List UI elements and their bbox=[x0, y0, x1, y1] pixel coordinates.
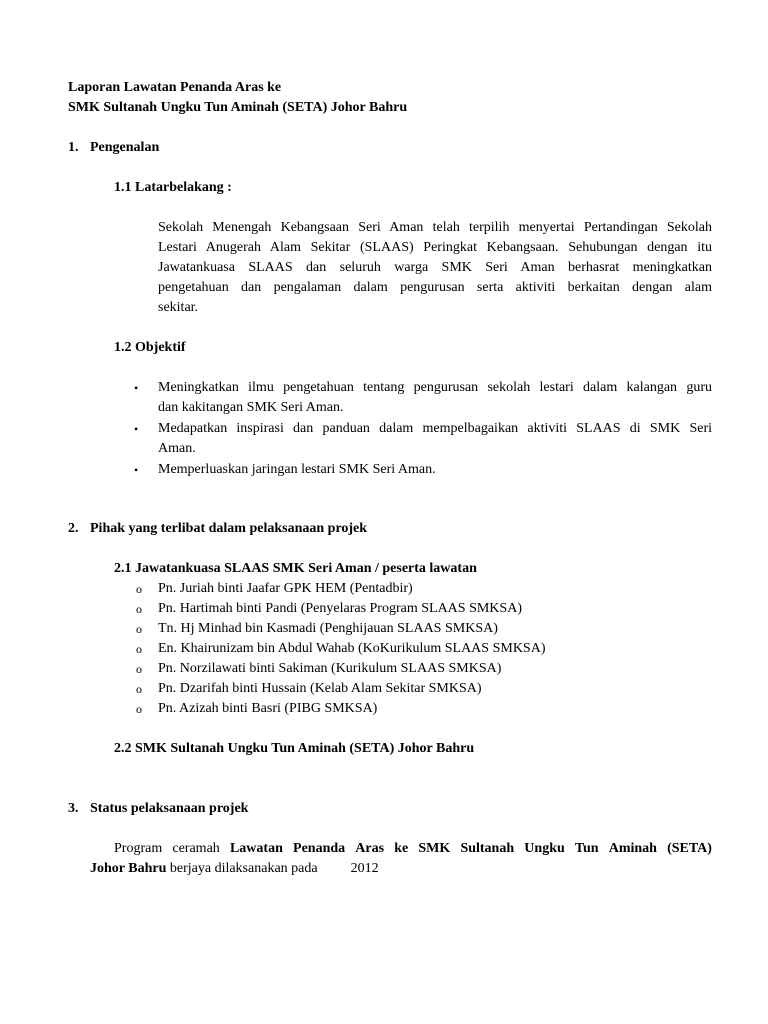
status-text: berjaya dilaksanakan pada bbox=[166, 861, 318, 876]
status-bold-word: Tun bbox=[574, 841, 599, 856]
status-bold-word: Aminah bbox=[608, 841, 657, 856]
background-paragraph-line: sekitar. bbox=[158, 300, 199, 315]
background-paragraph-line: Lestari Anugerah Alam Sekitar (SLAAS) Peringkat Kebangsaan. Sehubungan dengan itu bbox=[158, 240, 712, 255]
objective-item-line: dan kakitangan SMK Seri Aman. bbox=[158, 400, 344, 415]
subsection-2-1-heading: 2.1 Jawatankuasa SLAAS SMK Seri Aman / peserta lawatan bbox=[114, 561, 477, 576]
section-1-heading: Pengenalan bbox=[90, 140, 160, 155]
status-bold-phrase: Johor Bahru bbox=[90, 861, 167, 876]
background-paragraph-line: Sekolah Menengah Kebangsaan Seri Aman telah terpilih menyertai Pertandingan Sekolah bbox=[158, 220, 712, 235]
member-item: Pn. Juriah binti Jaafar GPK HEM (Pentadbir) bbox=[158, 581, 413, 596]
section-2-number: 2. bbox=[68, 521, 79, 536]
status-bold-word: Lawatan bbox=[229, 841, 283, 856]
section-1-number: 1. bbox=[68, 140, 79, 155]
member-item: Pn. Azizah binti Basri (PIBG SMKSA) bbox=[158, 701, 378, 716]
status-word: ceramah bbox=[172, 841, 220, 856]
report-title-line-2: SMK Sultanah Ungku Tun Aminah (SETA) Johor Bahru bbox=[68, 100, 408, 115]
bullet-icon: • bbox=[134, 422, 139, 436]
list-marker-icon: o bbox=[136, 662, 142, 676]
status-bold-word: ke bbox=[394, 841, 409, 856]
list-marker-icon: o bbox=[136, 582, 142, 596]
status-paragraph-line-1 bbox=[114, 839, 712, 859]
section-2-heading: Pihak yang terlibat dalam pelaksanaan projek bbox=[90, 521, 368, 536]
member-item: En. Khairunizam bin Abdul Wahab (KoKurikulum SLAAS SMKSA) bbox=[158, 641, 546, 656]
background-paragraph-line: pengetahuan dan pengalaman dalam pengurusan serta aktiviti berkaitan dengan alam bbox=[158, 280, 712, 295]
status-word: Program bbox=[114, 841, 163, 856]
subsection-1-2-heading: 1.2 Objektif bbox=[114, 340, 186, 355]
list-marker-icon: o bbox=[136, 682, 142, 696]
status-paragraph-line-2 bbox=[90, 859, 379, 879]
status-bold-word: (SETA) bbox=[667, 841, 712, 856]
subsection-2-2-heading: 2.2 SMK Sultanah Ungku Tun Aminah (SETA) Johor Bahru bbox=[114, 741, 475, 756]
background-paragraph-line: Jawatankuasa SLAAS dan seluruh warga SMK Seri Aman berhasrat meningkatkan bbox=[158, 260, 712, 275]
status-bold-word: Aras bbox=[355, 841, 385, 856]
section-3-heading: Status pelaksanaan projek bbox=[90, 801, 249, 816]
objective-item-line: Meningkatkan ilmu pengetahuan tentang pengurusan sekolah lestari dalam kalangan guru bbox=[158, 380, 712, 395]
bullet-icon: • bbox=[134, 463, 139, 477]
list-marker-icon: o bbox=[136, 622, 142, 636]
status-bold-word: SMK bbox=[418, 841, 451, 856]
status-bold-word: Penanda bbox=[293, 841, 346, 856]
status-bold-word: Ungku bbox=[524, 841, 565, 856]
status-bold-word: Sultanah bbox=[460, 841, 515, 856]
objective-item-line: Aman. bbox=[158, 441, 196, 456]
report-title-line-1: Laporan Lawatan Penanda Aras ke bbox=[68, 80, 282, 95]
list-marker-icon: o bbox=[136, 642, 142, 656]
objective-item-line: Medapatkan inspirasi dan panduan dalam mempelbagaikan aktiviti SLAAS di SMK Seri bbox=[158, 421, 712, 436]
list-marker-icon: o bbox=[136, 602, 142, 616]
section-3-number: 3. bbox=[68, 801, 79, 816]
list-marker-icon: o bbox=[136, 702, 142, 716]
status-year: 2012 bbox=[350, 861, 379, 876]
bullet-icon: • bbox=[134, 381, 139, 395]
member-item: Pn. Hartimah binti Pandi (Penyelaras Program SLAAS SMKSA) bbox=[158, 601, 522, 616]
objective-item-line: Memperluaskan jaringan lestari SMK Seri Aman. bbox=[158, 462, 436, 477]
member-item: Pn. Norzilawati binti Sakiman (Kurikulum SLAAS SMKSA) bbox=[158, 661, 502, 676]
member-item: Pn. Dzarifah binti Hussain (Kelab Alam Sekitar SMKSA) bbox=[158, 681, 482, 696]
subsection-1-1-heading: 1.1 Latarbelakang : bbox=[114, 180, 232, 195]
member-item: Tn. Hj Minhad bin Kasmadi (Penghijauan SLAAS SMKSA) bbox=[158, 621, 498, 636]
